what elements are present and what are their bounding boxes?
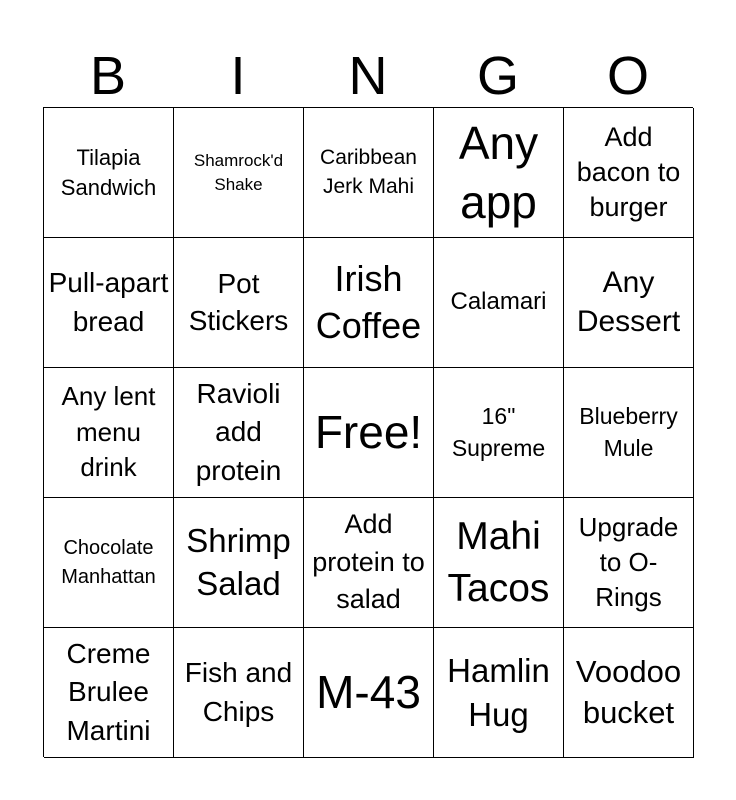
bingo-cell[interactable] [174, 368, 304, 498]
bingo-cell[interactable] [434, 368, 564, 498]
bingo-cell-label: Creme Brulee Martini [66, 637, 151, 746]
bingo-cell-label: Mahi Tacos [447, 514, 550, 610]
bingo-cell-label: Pull-apart bread [48, 267, 169, 337]
bingo-cell[interactable] [304, 498, 434, 628]
bingo-cell-label: 16" Supreme [451, 403, 546, 461]
bingo-cell[interactable] [44, 498, 174, 628]
bingo-cell-label: Caribbean Jerk Mahi [320, 146, 417, 198]
bingo-header [43, 44, 693, 108]
header-letter-o: O [606, 46, 649, 106]
bingo-cell-label: M-43 [316, 665, 421, 718]
bingo-cell[interactable] [564, 628, 694, 758]
bingo-cell-label: Add protein to salad [312, 508, 425, 615]
bingo-cell[interactable] [434, 108, 564, 238]
bingo-cell[interactable] [44, 108, 174, 238]
bingo-cell[interactable] [174, 238, 304, 368]
bingo-cell[interactable] [434, 628, 564, 758]
bingo-cell[interactable] [174, 628, 304, 758]
header-letter-g: G [476, 46, 519, 106]
bingo-cell[interactable] [44, 368, 174, 498]
header-letter-b: B [89, 46, 127, 106]
bingo-cell-label: Chocolate Manhattan [61, 536, 156, 588]
bingo-cell-label: Any Dessert [576, 266, 681, 338]
bingo-cell-label: Blueberry Mule [579, 403, 678, 461]
bingo-cell-label: Upgrade to O-Rings [578, 511, 679, 613]
bingo-cell-label: Free! [314, 405, 423, 458]
bingo-cell[interactable] [564, 238, 694, 368]
bingo-cell-label: Tilapia Sandwich [60, 144, 157, 200]
bingo-cell-label: Calamari [450, 288, 547, 316]
bingo-cell[interactable] [434, 498, 564, 628]
bingo-board [43, 107, 693, 757]
bingo-cell[interactable] [44, 628, 174, 758]
bingo-cell-label: Any lent menu drink [61, 381, 156, 483]
bingo-cell-label: Any app [458, 116, 539, 228]
bingo-cell-label: Voodoo bucket [575, 654, 682, 730]
bingo-cell[interactable] [174, 108, 304, 238]
bingo-cell[interactable] [44, 238, 174, 368]
bingo-cell-label: Fish and Chips [184, 657, 293, 727]
bingo-cell[interactable] [564, 368, 694, 498]
bingo-cell-label: Ravioli add protein [195, 377, 282, 486]
header-letter-i: I [230, 46, 246, 106]
bingo-cell-label: Pot Stickers [188, 267, 289, 336]
bingo-cell[interactable] [434, 238, 564, 368]
bingo-cell[interactable] [564, 108, 694, 238]
bingo-cell-label: Shamrock'd Shake [193, 150, 284, 194]
bingo-cell-label: Shrimp Salad [186, 521, 291, 602]
bingo-cell-label: Add bacon to burger [576, 121, 681, 223]
bingo-cell[interactable] [304, 368, 434, 498]
bingo-cell[interactable] [564, 498, 694, 628]
bingo-cell[interactable] [304, 628, 434, 758]
bingo-cell[interactable] [304, 238, 434, 368]
bingo-cell-label: Hamlin Hug [447, 651, 550, 733]
header-letter-n: N [348, 46, 388, 106]
bingo-cell[interactable] [174, 498, 304, 628]
bingo-cell-label: Irish Coffee [315, 258, 422, 346]
bingo-cell[interactable] [304, 108, 434, 238]
